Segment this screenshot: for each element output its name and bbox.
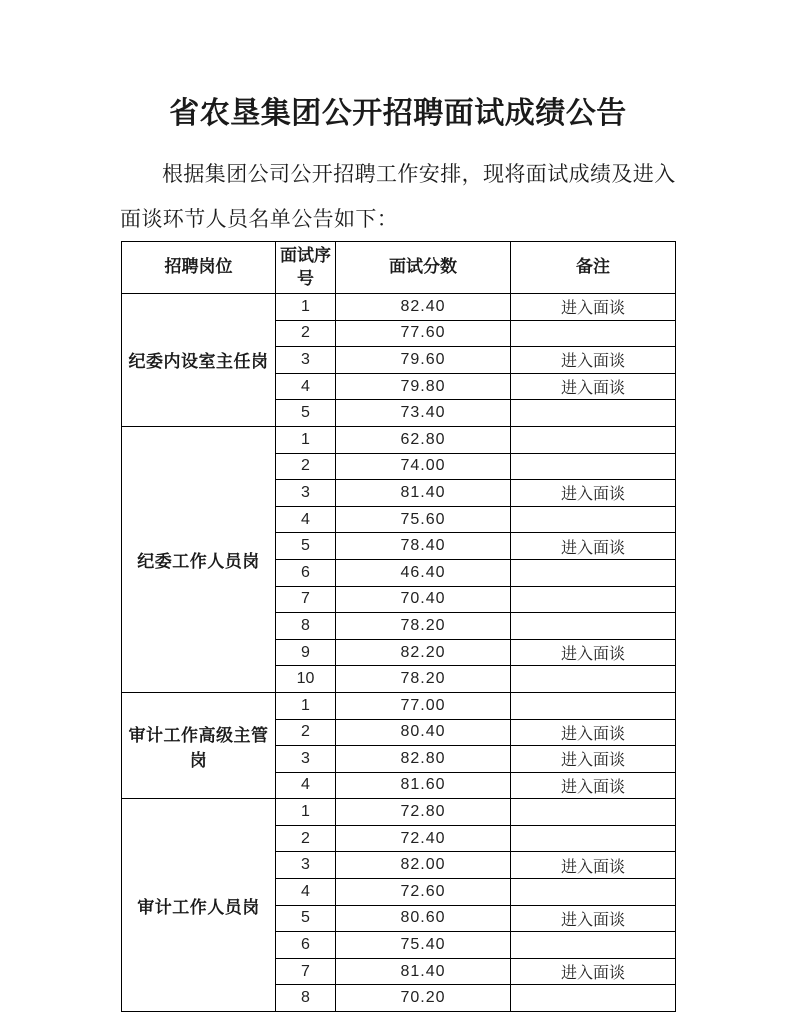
remark-cell <box>511 799 676 826</box>
score-cell: 77.00 <box>336 692 511 719</box>
score-cell: 72.80 <box>336 799 511 826</box>
score-cell: 79.80 <box>336 373 511 400</box>
seq-cell: 7 <box>276 586 336 613</box>
remark-cell: 进入面谈 <box>511 639 676 666</box>
seq-cell: 7 <box>276 958 336 985</box>
remark-cell: 进入面谈 <box>511 958 676 985</box>
table-row <box>122 294 676 321</box>
score-cell: 81.40 <box>336 480 511 507</box>
col-header-sequence: 面试序号 <box>276 242 336 294</box>
remark-cell: 进入面谈 <box>511 347 676 374</box>
seq-cell: 8 <box>276 985 336 1012</box>
seq-cell: 4 <box>276 879 336 906</box>
score-cell: 70.20 <box>336 985 511 1012</box>
remark-cell: 进入面谈 <box>511 905 676 932</box>
score-cell: 78.40 <box>336 533 511 560</box>
intro-line-2: 面谈环节人员名单公告如下： <box>120 207 399 231</box>
intro-line-1: 根据集团公司公开招聘工作安排，现将面试成绩及进入 <box>162 162 676 186</box>
remark-cell: 进入面谈 <box>511 719 676 746</box>
seq-cell: 9 <box>276 639 336 666</box>
remark-cell <box>511 985 676 1012</box>
table-body <box>122 294 676 1012</box>
table-header-row <box>122 242 676 294</box>
score-cell: 81.40 <box>336 958 511 985</box>
remark-cell <box>511 666 676 693</box>
remark-cell: 进入面谈 <box>511 480 676 507</box>
score-cell: 78.20 <box>336 666 511 693</box>
remark-cell <box>511 692 676 719</box>
position-cell: 审计工作人员岗 <box>122 799 276 1012</box>
seq-cell: 2 <box>276 825 336 852</box>
score-cell: 80.40 <box>336 719 511 746</box>
remark-cell <box>511 559 676 586</box>
seq-cell: 1 <box>276 294 336 321</box>
seq-cell: 5 <box>276 905 336 932</box>
score-cell: 77.60 <box>336 320 511 347</box>
score-cell: 82.00 <box>336 852 511 879</box>
remark-cell <box>511 400 676 427</box>
score-cell: 80.60 <box>336 905 511 932</box>
seq-cell: 8 <box>276 613 336 640</box>
score-cell: 73.40 <box>336 400 511 427</box>
position-cell: 审计工作高级主管岗 <box>122 692 276 798</box>
score-cell: 70.40 <box>336 586 511 613</box>
seq-cell: 3 <box>276 746 336 773</box>
remark-cell: 进入面谈 <box>511 852 676 879</box>
page-title: 省农垦集团公开招聘面试成绩公告 <box>169 97 627 130</box>
remark-cell: 进入面谈 <box>511 772 676 799</box>
intro-paragraph <box>120 152 678 242</box>
score-cell: 75.60 <box>336 506 511 533</box>
remark-cell <box>511 932 676 959</box>
remark-cell: 进入面谈 <box>511 533 676 560</box>
seq-cell: 4 <box>276 373 336 400</box>
score-cell: 82.80 <box>336 746 511 773</box>
score-cell: 72.40 <box>336 825 511 852</box>
remark-cell <box>511 506 676 533</box>
seq-cell: 4 <box>276 772 336 799</box>
remark-cell <box>511 453 676 480</box>
position-cell: 纪委工作人员岗 <box>122 426 276 692</box>
score-cell: 46.40 <box>336 559 511 586</box>
seq-cell: 6 <box>276 559 336 586</box>
seq-cell: 3 <box>276 852 336 879</box>
score-cell: 74.00 <box>336 453 511 480</box>
seq-cell: 10 <box>276 666 336 693</box>
seq-cell: 2 <box>276 320 336 347</box>
table-row <box>122 799 676 826</box>
remark-cell <box>511 825 676 852</box>
position-cell: 纪委内设室主任岗 <box>122 294 276 427</box>
remark-cell: 进入面谈 <box>511 746 676 773</box>
score-cell: 72.60 <box>336 879 511 906</box>
seq-cell: 4 <box>276 506 336 533</box>
remark-cell: 进入面谈 <box>511 373 676 400</box>
table-row <box>122 426 676 453</box>
col-header-position: 招聘岗位 <box>122 242 276 294</box>
seq-cell: 2 <box>276 453 336 480</box>
score-cell: 82.20 <box>336 639 511 666</box>
score-cell: 62.80 <box>336 426 511 453</box>
interview-scores-table <box>121 241 676 1012</box>
remark-cell <box>511 586 676 613</box>
seq-cell: 2 <box>276 719 336 746</box>
seq-cell: 6 <box>276 932 336 959</box>
seq-cell: 1 <box>276 692 336 719</box>
seq-cell: 1 <box>276 426 336 453</box>
remark-cell: 进入面谈 <box>511 294 676 321</box>
col-header-score: 面试分数 <box>336 242 511 294</box>
score-cell: 82.40 <box>336 294 511 321</box>
remark-cell <box>511 879 676 906</box>
score-cell: 75.40 <box>336 932 511 959</box>
table-row <box>122 692 676 719</box>
remark-cell <box>511 426 676 453</box>
remark-cell <box>511 320 676 347</box>
score-cell: 78.20 <box>336 613 511 640</box>
remark-cell <box>511 613 676 640</box>
seq-cell: 5 <box>276 400 336 427</box>
col-header-remark: 备注 <box>511 242 676 294</box>
score-cell: 79.60 <box>336 347 511 374</box>
seq-cell: 3 <box>276 480 336 507</box>
score-cell: 81.60 <box>336 772 511 799</box>
seq-cell: 1 <box>276 799 336 826</box>
seq-cell: 5 <box>276 533 336 560</box>
seq-cell: 3 <box>276 347 336 374</box>
